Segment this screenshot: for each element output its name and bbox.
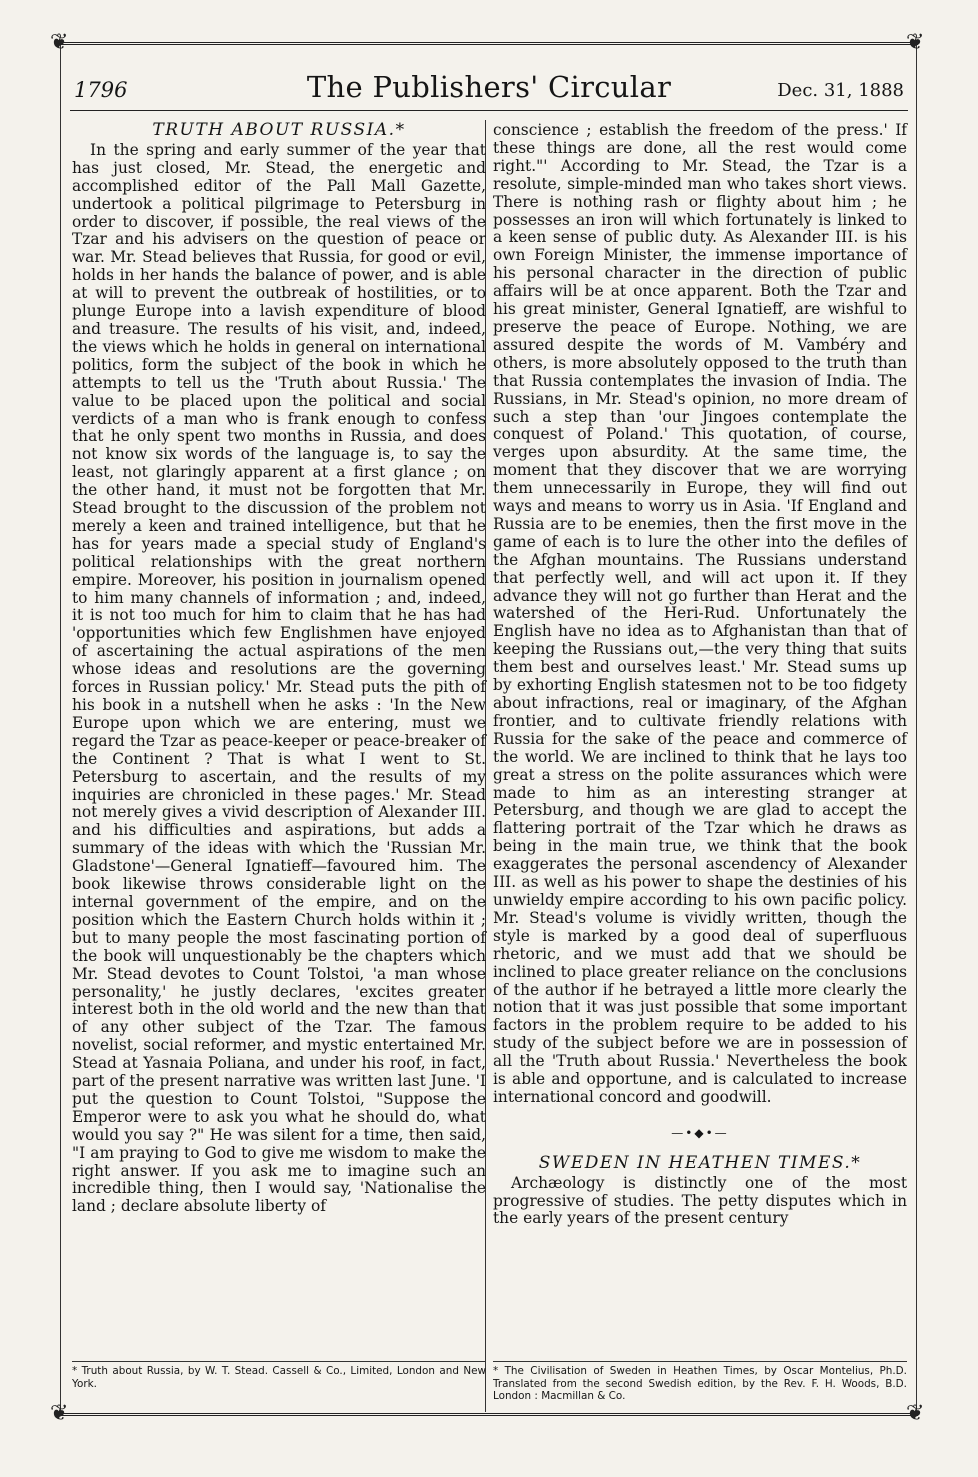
left-border bbox=[60, 45, 61, 1413]
right-border bbox=[916, 45, 917, 1413]
ornament-top-left-icon: ❦ bbox=[50, 30, 69, 55]
article-body-sweden: Archæology is distinctly one of the most progressive of studies. The petty disputes which in the early years of the present century bbox=[493, 1173, 907, 1228]
ornament-bottom-right-icon: ❦ bbox=[906, 1401, 925, 1426]
ornament-top-right-icon: ❦ bbox=[906, 30, 925, 55]
article-title-sweden-in-heathen-times: SWEDEN IN HEATHEN TIMES.* bbox=[538, 1152, 862, 1173]
article-title-truth-about-russia: TRUTH ABOUT RUSSIA.* bbox=[152, 120, 406, 140]
page-header bbox=[70, 70, 908, 111]
top-rule bbox=[60, 42, 918, 45]
page-number: 1796 bbox=[74, 78, 128, 102]
footnote-truth-about-russia: * Truth about Russia, by W. T. Stead. Cassell & Co., Limited, London and New York. bbox=[72, 1361, 486, 1390]
article-body-right: conscience ; establish the freedom of the press.' If these things are done, all the rest would come right."' According to Mr. Stead, the Tzar is a resolute, simple-minded man who takes short views. There is nothing rash or flighty about him ; he possesses an iron will which fortunately is linked to a keen sense of public duty. As Alexander III. is his own Foreign Minister, the immense importance of his personal character in the direction of public affairs will be at once apparent. Both the Tzar and his great minister, General Ignatieff, are wishful to preserve the peace of Europe. Nothing, we are assured despite the words of M. Vambéry and others, is more absolutely opposed to the truth than that Russia contemplates the invasion of India. The Russians, in Mr. Stead's opinion, no more dream of such a step than 'our Jingoes contemplate the conquest of Poland.' This quotation, of course, verges upon absurdity. At the same time, the moment that they discover that we are worrying them unnecessarily in Europe, they will find out ways and means to worry us in Asia. 'If England and Russia are to be enemies, then the first move in the game of each is to lure the other into the defiles of the Afghan mountains. The Russians understand that perfectly well, and will act upon it. If they advance they will not go further than Herat and the watershed of the Heri-Rud. Unfortunately the English have no idea as to Afghanistan than that of keeping the Russians out,—the very thing that suits them best and ourselves least.' Mr. Stead sums up by exhorting English statesmen not to be too fidgety about infractions, real or imaginary, of the Afghan frontier, and to cultivate friendly relations with Russia for the sake of the peace and commerce of the world. We are inclined to think that he lays too great a stress on the polite assurances which were made to him as an interesting stranger at Petersburg, and though we are glad to accept the flattering portrait of the Tzar which he draws as being in the main true, we think that the book exaggerates the personal ascendency of Alexander III. as well as his power to shape the destinies of his unwieldy empire according to his own pacific policy. Mr. Stead's volume is vividly written, though the style is marked by a good deal of superfluous rhetoric, and we must add that we should be inclined to place greater reliance on the conclusions of the author if he betrayed a little more clearly the notion that it was just possible that some important factors in the problem require to be added to his study of the subject before we are in possession of all the 'Truth about Russia.' Nevertheless the book is able and opportune, and is calculated to increase international concord and goodwill. bbox=[493, 121, 907, 1106]
bottom-rule bbox=[60, 1413, 918, 1416]
article-body-left: In the spring and early summer of the year that has just closed, Mr. Stead, the energetic and accomplished editor of the Pall Mall Gazette, undertook a political pilgrimage to Petersburg in order to discover, if possible, the real views of the Tzar and his advisers on the question of peace or war. Mr. Stead believes that Russia, for good or evil, holds in her hands the balance of power, and is able at will to prevent the outbreak of hostilities, or to plunge Europe into a lavish expenditure of blood and treasure. The results of his visit, and, indeed, the views which he holds in general on international politics, form the subject of the book in which he attempts to tell us the 'Truth about Russia.' The value to be placed upon the political and social verdicts of a man who is frank enough to confess that he only spent two months in Russia, and does not know six words of the language is, to say the least, not glaringly apparent at a first glance ; on the other hand, it must not be forgotten that Mr. Stead brought to the discussion of the problem not merely a keen and trained intelligence, but that he has for years made a special study of England's political relationships with the great northern empire. Moreover, his position in journalism opened to him many channels of information ; and, indeed, it is not too much for him to claim that he has had 'opportunities which few Englishmen have enjoyed of ascertaining the actual aspirations of the men whose ideas and resolutions are the governing forces in Russian policy.' Mr. Stead puts the pith of his book in a nutshell when he asks : 'In the New Europe upon which we are entering, must we regard the Tzar as peace-keeper or peace-breaker of the Continent ? That is what I went to St. Petersburg to ascertain, and the results of my inquiries are chronicled in these pages.' Mr. Stead not merely gives a vivid description of Alexander III. and his difficulties and aspirations, but adds a summary of the ideas with which the 'Russian Mr. Gladstone'—General Ignatieff—favoured him. The book likewise throws considerable light on the internal government of the empire, and on the position which the Eastern Church holds within it ; but to many people the most fascinating portion of the book will unquestionably be the chapters which Mr. Stead devotes to Count Tolstoi, 'a man whose personality,' he justly declares, 'excites greater interest both in the old world and the new than that of any other subject of the Tzar. The famous novelist, social reformer, and mystic entertained Mr. Stead at Yasnaia Poliana, and under his roof, in fact, part of the present narrative was written last June. 'I put the question to Count Tolstoi, "Suppose the Emperor were to ask you what he should do, what would you say ?" He was silent for a time, then said, "I am praying to God to give me wisdom to make the right answer. If you ask me to imagine such an incredible thing, then I would say, 'Nationalise the land ; declare absolute liberty of bbox=[72, 140, 486, 1216]
ornament-bottom-left-icon: ❦ bbox=[50, 1401, 69, 1426]
right-column bbox=[493, 122, 907, 1228]
issue-date: Dec. 31, 1888 bbox=[777, 80, 904, 101]
footnote-sweden-in-heathen-times: * The Civilisation of Sweden in Heathen Times, by Oscar Montelius, Ph.D. Translated from the second Swedish edition, by the Rev. F. H. Woods, B.D. London : Macmillan & Co. bbox=[493, 1361, 907, 1403]
article-separator: —•◆•— bbox=[671, 1125, 729, 1140]
masthead-title: The Publishers' Circular bbox=[306, 70, 672, 104]
left-column bbox=[72, 122, 486, 1216]
